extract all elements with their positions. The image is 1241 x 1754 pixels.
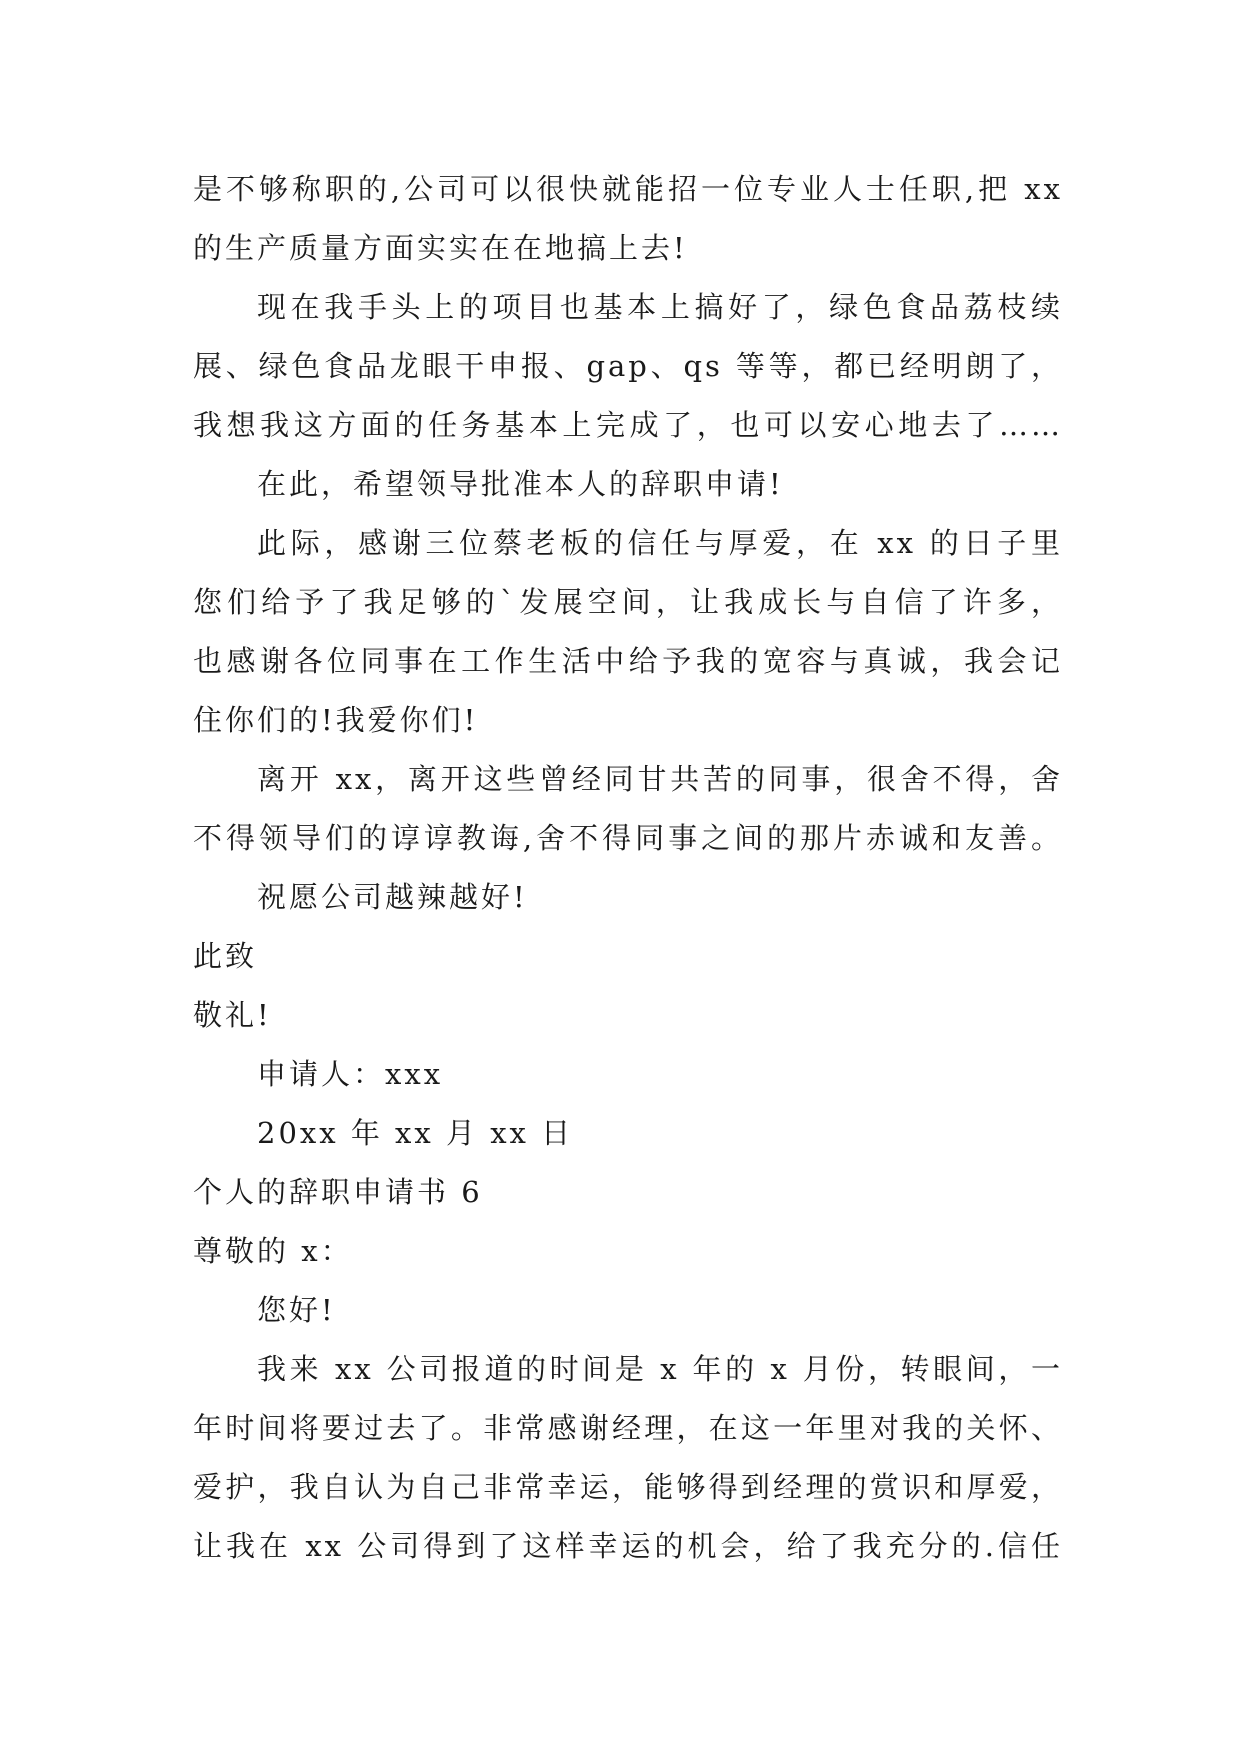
paragraph-start-line: 此际，感谢三位蔡老板的信任与厚爱，在 xx 的日子里: [257, 526, 1063, 560]
text-line: 住你们的!我爱你们!: [193, 703, 479, 737]
text-line: 展、绿色食品龙眼干申报、gap、qs 等等，都已经明朗了，: [193, 349, 1063, 383]
text-line: 年时间将要过去了。非常感谢经理，在这一年里对我的关怀、: [193, 1411, 1063, 1445]
paragraph-start-line: 在此，希望领导批准本人的辞职申请!: [257, 467, 784, 501]
text-line: 也感谢各位同事在工作生活中给予我的宽容与真诚，我会记: [193, 644, 1063, 678]
closing-salutation: 此致: [193, 939, 258, 973]
paragraph-start-line: 现在我手头上的项目也基本上搞好了，绿色食品荔枝续: [257, 290, 1063, 324]
section-heading: 个人的辞职申请书 6: [193, 1175, 483, 1209]
letter-date: 20xx 年 xx 月 xx 日: [257, 1116, 574, 1150]
document-body: [193, 160, 1063, 1576]
applicant-signature: 申请人：xxx: [257, 1057, 444, 1091]
letter-hello: 您好!: [257, 1293, 336, 1327]
letter-greeting: 尊敬的 x：: [193, 1234, 353, 1268]
text-line: 让我在 xx 公司得到了这样幸运的机会，给了我充分的.信任: [193, 1529, 1063, 1563]
closing-regards: 敬礼!: [193, 998, 272, 1032]
text-line: 的生产质量方面实实在在地搞上去!: [193, 231, 688, 265]
paragraph-start-line: 祝愿公司越辣越好!: [257, 880, 528, 914]
text-line: 是不够称职的,公司可以很快就能招一位专业人士任职,把 xx: [193, 172, 1063, 206]
text-line: 我想我这方面的任务基本上完成了，也可以安心地去了……: [193, 408, 1063, 442]
paragraph-start-line: 我来 xx 公司报道的时间是 x 年的 x 月份，转眼间，一: [257, 1352, 1063, 1386]
paragraph-start-line: 离开 xx，离开这些曾经同甘共苦的同事，很舍不得，舍: [257, 762, 1063, 796]
text-line: 您们给予了我足够的`发展空间，让我成长与自信了许多，: [193, 585, 1063, 619]
text-line: 爱护，我自认为自己非常幸运，能够得到经理的赏识和厚爱，: [193, 1470, 1063, 1504]
text-line: 不得领导们的谆谆教诲,舍不得同事之间的那片赤诚和友善。: [193, 821, 1063, 855]
